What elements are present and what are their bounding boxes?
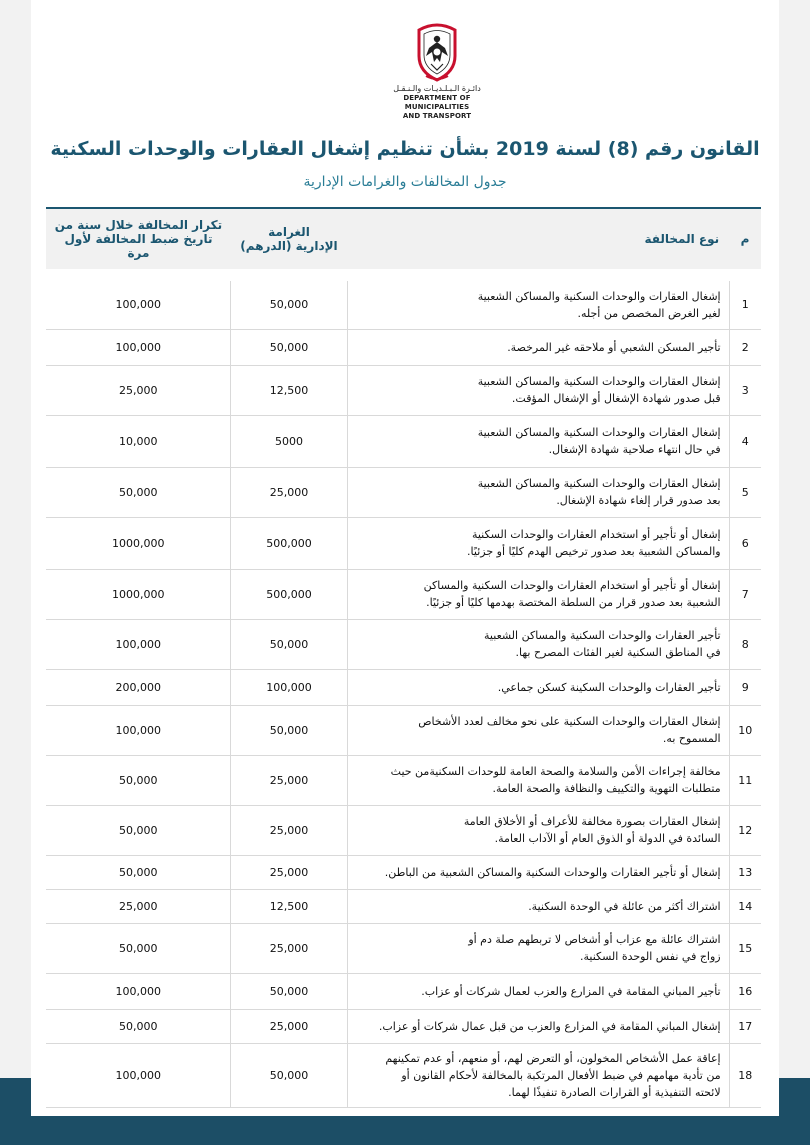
repeat-fine-amount: 100,000: [46, 973, 231, 1009]
header-repeat-line2: تاريخ ضبط المخالفة لأول مرة: [64, 232, 213, 260]
violation-type: [347, 415, 729, 467]
fine-amount: 50,000: [231, 973, 347, 1009]
fine-amount: 25,000: [231, 805, 347, 855]
violation-type-line: تأجير المباني المقامة في المزارع والعزب لعمال شركات أو عزاب.: [421, 984, 721, 998]
violation-type-line: بعد صدور قرار إلغاء شهادة الإشغال.: [556, 494, 721, 507]
violation-type-line: لغير الغرض المخصص من أجله.: [577, 306, 721, 320]
table-row: [46, 365, 761, 415]
repeat-fine-amount: 50,000: [46, 855, 231, 889]
fine-amount: 50,000: [231, 1043, 347, 1107]
repeat-fine-amount: 200,000: [46, 669, 231, 705]
violation-type: [347, 619, 729, 669]
fine-amount: 50,000: [231, 329, 347, 365]
violation-type-line: إشغال العقارات بصورة مخالفة للأعراف أو الأخلاق العامة: [463, 815, 721, 828]
fine-amount: 25,000: [231, 755, 347, 805]
violation-type: [347, 855, 729, 889]
row-number: 13: [729, 855, 761, 889]
fine-amount: 50,000: [231, 619, 347, 669]
table-row: [46, 281, 761, 329]
table-row: [46, 973, 761, 1009]
violation-type: [347, 973, 729, 1009]
table-row: [46, 805, 761, 855]
violation-type-line: المسموح به.: [662, 732, 721, 745]
violation-type: [347, 805, 729, 855]
table-row: [46, 619, 761, 669]
violation-type-line: قبل صدور شهادة الإشغال أو الإشغال المؤقت.: [511, 392, 721, 405]
header-fine-line2: الإدارية (الدرهم): [240, 239, 338, 253]
violation-type-line: الشعبية بعد صدور قرار من السلطة المختصة بهدمها كليًا أو جزئيًا.: [426, 596, 721, 609]
repeat-fine-amount: 50,000: [46, 923, 231, 973]
fine-amount: 25,000: [231, 1009, 347, 1043]
table-spacer: [46, 269, 761, 281]
fine-amount: 50,000: [231, 705, 347, 755]
falcon-emblem-icon: [414, 22, 460, 82]
violation-type-line: إشغال المباني المقامة في المزارع والعزب من قبل عمال شركات أو عزاب.: [378, 1019, 721, 1033]
repeat-fine-amount: 100,000: [46, 281, 231, 329]
spacer-cell: [46, 269, 761, 281]
violation-type: [347, 669, 729, 705]
row-number: 18: [729, 1043, 761, 1107]
violation-type: [347, 755, 729, 805]
row-number: 11: [729, 755, 761, 805]
row-number: 9: [729, 669, 761, 705]
repeat-fine-amount: 10,000: [46, 415, 231, 467]
violations-table: [46, 207, 761, 1108]
violation-type: [347, 1043, 729, 1107]
violation-type-line: إشغال العقارات والوحدات السكنية والمساكن الشعبية: [477, 375, 721, 388]
repeat-fine-amount: 25,000: [46, 889, 231, 923]
table-row: [46, 755, 761, 805]
page-title: القانون رقم (8) لسنة 2019 بشأن تنظيم إشغال العقارات والوحدات السكنية: [50, 138, 760, 160]
violation-type-line: في حال انتهاء صلاحية شهادة الإشغال.: [548, 443, 721, 456]
repeat-fine-amount: 100,000: [46, 1043, 231, 1107]
fine-amount: 12,500: [231, 889, 347, 923]
violation-type-line: لائحته التنفيذية أو القرارات الصادرة تنفيذًا لهما.: [508, 1085, 721, 1099]
violation-type-line: مخالفة إجراءات الأمن والسلامة والصحة العامة للوحدات السكنيةمن حيث: [390, 765, 721, 778]
fine-amount: 500,000: [231, 569, 347, 619]
fine-amount: 50,000: [231, 281, 347, 329]
repeat-fine-amount: 50,000: [46, 1009, 231, 1043]
violation-type-line: في المناطق السكنية لغير الفئات المصرح بها.: [515, 646, 721, 659]
violation-type-line: إشغال أو تأجير أو استخدام العقارات والوحدات السكنية: [471, 528, 721, 541]
table-row: [46, 329, 761, 365]
row-number: 8: [729, 619, 761, 669]
repeat-fine-amount: 25,000: [46, 365, 231, 415]
row-number: 4: [729, 415, 761, 467]
table-row: [46, 855, 761, 889]
row-number: 14: [729, 889, 761, 923]
violation-type-line: تأجير العقارات والوحدات السكنية والمساكن الشعبية: [484, 629, 721, 642]
violation-type-line: من تأدية مهامهم في ضبط الأفعال المرتكبة بالمخالفة لأحكام القانون أو: [401, 1068, 721, 1082]
row-number: 10: [729, 705, 761, 755]
header-fine: [231, 208, 347, 269]
row-number: 7: [729, 569, 761, 619]
violation-type-line: والمساكن الشعبية بعد صدور ترخيص الهدم كليًا أو جزئيًا.: [467, 545, 721, 558]
violation-type-line: إشغال العقارات والوحدات السكنية والمساكن الشعبية: [477, 477, 721, 490]
violation-type-line: إشغال أو تأجير أو استخدام العقارات والوحدات السكنية والمساكن: [423, 579, 721, 592]
repeat-fine-amount: 50,000: [46, 755, 231, 805]
row-number: 12: [729, 805, 761, 855]
violation-type-line: تأجير العقارات والوحدات السكينة كسكن جماعي.: [497, 680, 721, 694]
row-number: 2: [729, 329, 761, 365]
violation-type-line: إشغال العقارات والوحدات السكنية على نحو مخالف لعدد الأشخاص: [418, 715, 721, 728]
violation-type-line: إشغال أو تأجير العقارات والوحدات السكنية والمساكن الشعبية من الباطن.: [384, 865, 721, 879]
repeat-fine-amount: 100,000: [46, 329, 231, 365]
table-row: [46, 1043, 761, 1107]
repeat-fine-amount: 50,000: [46, 467, 231, 517]
row-number: 15: [729, 923, 761, 973]
row-number: 17: [729, 1009, 761, 1043]
header-repeat-line1: تكرار المخالفة خلال سنة من: [54, 218, 223, 232]
table-row: [46, 705, 761, 755]
violation-type: [347, 705, 729, 755]
row-number: 6: [729, 517, 761, 569]
org-name-english-line1: DEPARTMENT OF MUNICIPALITIES: [403, 94, 471, 111]
violation-type: [347, 281, 729, 329]
fine-amount: 5000: [231, 415, 347, 467]
repeat-fine-amount: 50,000: [46, 805, 231, 855]
violation-type: [347, 365, 729, 415]
fine-amount: 12,500: [231, 365, 347, 415]
violation-type-line: إشغال العقارات والوحدات السكنية والمساكن الشعبية: [477, 289, 721, 303]
violation-type: [347, 923, 729, 973]
header-fine-line1: الغرامة: [268, 225, 310, 239]
row-number: 1: [729, 281, 761, 329]
table-row: [46, 415, 761, 467]
violation-type: [347, 889, 729, 923]
document-page: [31, 0, 779, 1116]
header-repeat: [46, 208, 231, 269]
department-logo: [370, 22, 504, 122]
header-num: م: [729, 208, 761, 269]
table-row: [46, 517, 761, 569]
violation-type-line: زواج في نفس الوحدة السكنية.: [580, 950, 721, 963]
fine-amount: 25,000: [231, 467, 347, 517]
violation-type-line: تأجير المسكن الشعبي أو ملاحقه غير المرخصة.: [507, 340, 721, 354]
table-row: [46, 1009, 761, 1043]
violation-type: [347, 1009, 729, 1043]
violation-type: [347, 517, 729, 569]
fine-amount: 500,000: [231, 517, 347, 569]
violation-type-line: إشغال العقارات والوحدات السكنية والمساكن الشعبية: [477, 426, 721, 439]
violation-type-line: اشتراك أكثر من عائلة في الوحدة السكنية.: [528, 899, 721, 913]
org-name-arabic: دائـرة الـبـلـديـات والـنـقـل: [393, 84, 481, 93]
fine-amount: 25,000: [231, 923, 347, 973]
repeat-fine-amount: 100,000: [46, 705, 231, 755]
table-row: [46, 467, 761, 517]
row-number: 16: [729, 973, 761, 1009]
violation-type: [347, 467, 729, 517]
table-row: [46, 569, 761, 619]
header-violation-type: نوع المخالفة: [347, 208, 729, 269]
row-number: 3: [729, 365, 761, 415]
table-header-row: [46, 208, 761, 269]
violation-type-line: إعاقة عمل الأشخاص المخولون، أو التعرض لهم، أو منعهم، أو عدم تمكينهم: [385, 1051, 721, 1065]
table-row: [46, 669, 761, 705]
repeat-fine-amount: 1000,000: [46, 517, 231, 569]
org-name-english-line2: AND TRANSPORT: [402, 112, 472, 120]
table-row: [46, 889, 761, 923]
table-body: [46, 269, 761, 1107]
violation-type-line: السائدة في الدولة أو الذوق العام أو الآداب العامة.: [494, 832, 721, 845]
violation-type-line: اشتراك عائلة مع عزاب أو أشخاص لا تربطهم صلة دم أو: [468, 933, 721, 946]
repeat-fine-amount: 1000,000: [46, 569, 231, 619]
violation-type-line: متطلبات التهوية والتكييف والنظافة والصحة العامة.: [492, 782, 721, 795]
row-number: 5: [729, 467, 761, 517]
violation-type: [347, 569, 729, 619]
page-subtitle: جدول المخالفات والغرامات الإدارية: [303, 174, 507, 190]
repeat-fine-amount: 100,000: [46, 619, 231, 669]
violation-type: [347, 329, 729, 365]
fine-amount: 25,000: [231, 855, 347, 889]
table-row: [46, 923, 761, 973]
fine-amount: 100,000: [231, 669, 347, 705]
